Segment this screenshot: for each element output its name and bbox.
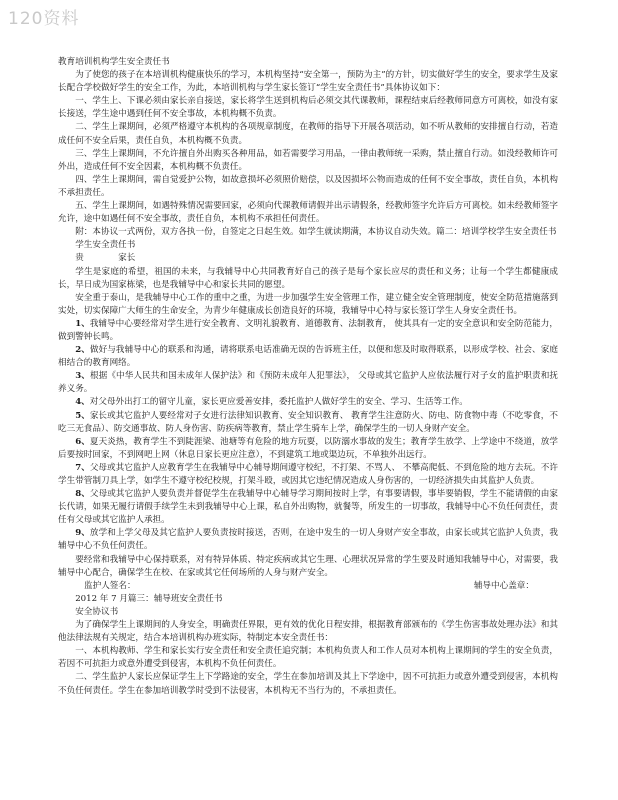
paragraph: 要经常和我辅导中心保持联系，对有特异体质、特定疾病或其它生理、心理状况异常的学生要及时通知我辅导中心，对需要，我辅导中心配合，确保学生在校、在家或其它任何场所的人身与财产安全。 <box>58 554 558 578</box>
paragraph: 二、学生上课期间，必须严格遵守本机构的各项规章制度，在教师的指导下开展各项活动，如不听从教师的安排擅自行动，若造成任何不安全后果，责任自负，本机构概不负责。 <box>58 122 558 146</box>
item-number: 1、 <box>75 318 90 329</box>
paragraph: 为了确保学生上课期间的人身安全，明确责任界限，更有效的优化日程安排，根据教育部颁布的《学生伤害事故处理办法》和其他法律法规有关规定，结合本培训机构办班实际，特制定本安全责任书： <box>58 620 558 644</box>
signature-line <box>58 580 558 593</box>
paragraph: 一、学生上、下课必须由家长亲自接送，家长将学生送到机构后必须交其代课教师，课程结束后经教师同意方可离校，如没有家长接送，学生途中遇到任何不安全事故，本机构概不负责。 <box>58 96 558 120</box>
item-number: 5、 <box>75 410 90 421</box>
agreement-text-part1 <box>58 56 558 580</box>
item-text: 家长或其它监护人要经常对子女进行法律知识教育、安全知识教育、 教育学生注意防火、防电、防食物中毒（不吃零食，不吃三无食品）、防交通事故、防人身伤害、防疾病等教育，禁止学生骑车上学，确保学生的一切人身财产安全。 <box>58 410 558 434</box>
paragraph: 学生是家庭的希望，祖国的未来，与我辅导中心共同教育好自己的孩子是每个家长应尽的责任和义务；让每一个学生都健康成长，早日成为国家栋梁，也是我辅导中心和家长共同的愿望。 <box>58 266 558 290</box>
item-text: 做好与我辅导中心的联系和沟通，请将联系电话准确无误的告诉班主任，以便和您及时取得联系，以形成学校、社会、家庭相结合的教育网络。 <box>58 345 558 369</box>
paragraph <box>58 488 558 527</box>
item-text: 夏天炎热，教育学生不到陡涯梁、池塘等有危险的地方玩耍，以防溺水事故的发生；教育学生放学、上学途中不绕道，放学后要按时回家，不到网吧上网（休息日家长更应注意），不到建筑工地或渠边玩，不单独外出远行。 <box>58 436 558 460</box>
paragraph <box>58 344 558 370</box>
item-number: 7、 <box>75 462 90 473</box>
paragraph <box>58 410 558 436</box>
item-number: 3、 <box>75 371 90 382</box>
item-number: 6、 <box>75 436 90 447</box>
paragraph <box>58 318 558 344</box>
item-number: 4、 <box>75 397 90 408</box>
paragraph: 安全重于泰山，是我辅导中心工作的重中之重，为进一步加强学生安全管理工作，建立健全安全管理制度，使安全防范措施落到实处，切实保障广大师生的生命安全，为青少年健康成长创造良好的环境，我辅导中心特与家长签订学生人身安全责任书。 <box>58 292 558 316</box>
paragraph: 三、学生上课期间，不允许擅自外出购买各种用品，如若需要学习用品，一律由教师统一采购，禁止擅自行动。如没经教师许可外出，造成任何不安全因素，本机构概不负责任。 <box>58 148 558 172</box>
document-body <box>58 56 558 698</box>
paragraph: 学生安全责任书 <box>75 240 136 251</box>
paragraph: 2012 年 7 月篇三：辅导班安全责任书 <box>75 593 223 604</box>
paragraph: 附：本协议一式两份，双方各执一份，自签定之日起生效。如学生就读期满，本协议自动失效。篇二：培训学校学生安全责任书 <box>75 227 557 238</box>
paragraph: 安全协议书 <box>75 606 119 617</box>
paragraph <box>58 436 558 462</box>
paragraph: 二、学生监护人家长应保证学生上下学路途的安全，学生在参加培训及其上下学途中，因不可抗拒力或意外遭受到侵害，本机构不负任何责任。学生在参加培训教学时受到不法侵害，本机构无不当行为的，不承担责任。 <box>58 672 558 696</box>
item-text: 父母或其它监护人应教育学生在我辅导中心辅导期间遵守校纪，不打架、不骂人、 不攀高爬低、不到危险的地方去玩。不许学生带管制刀具上学，如学生不遵守校纪校规，打架斗殴，或因其它违纪情况造成人身伤害的，一切经济损失由其监护人负责。 <box>58 462 558 486</box>
paragraph: 四、学生上课期间，需自觉爱护公物，如故意损坏必须照价赔偿，以及因损坏公物而造成的任何不安全事故，责任自负，本机构不承担责任。 <box>58 174 558 198</box>
paragraph: 贵 家长 <box>75 253 136 264</box>
guardian-signature-label: 监护人签名： <box>84 580 136 591</box>
item-text: 我辅导中心要经常对学生进行安全教育、文明礼貌教育、道德教育、法制教育， 使其具有一定的安全意识和安全防范能力，做到警钟长鸣。 <box>58 318 558 342</box>
paragraph <box>58 462 558 488</box>
paragraph <box>58 370 558 396</box>
item-number: 8、 <box>75 489 90 500</box>
paragraph: 教育培训机构学生安全责任书 <box>58 57 170 67</box>
paragraph <box>58 527 558 553</box>
paragraph <box>58 396 558 409</box>
paragraph: 为了使您的孩子在本培训机构健康快乐的学习，本机构坚持“安全第一，预防为主”的方针，切实做好学生的安全，要求学生及家长配合学校做好学生的安全工作，为此，本培训机构与学生家长签订“学生安全责任书”具体协议如下： <box>58 70 558 94</box>
agreement-text-part2 <box>58 593 558 698</box>
watermark: 120资料 <box>8 9 80 29</box>
item-text: 对父母外出打工的留守儿童，家长更应爱善安排，委托监护人做好学生的安全、学习、生活等工作。 <box>89 397 468 408</box>
paragraph: 五、学生上课期间，如遇特殊情况需要回家，必须向代课教师请假并出示请假条，经教师签字允许后方可离校。如未经教师签字允许，途中如遇任何不安全事故，责任自负，本机构不承担任何责任。 <box>58 201 558 225</box>
item-number: 9、 <box>75 528 90 539</box>
item-text: 父母或其它监护人要负责并督促学生在我辅导中心辅导学习期间按时上学，有事要请假，事毕要销假，学生不能请假的由家长代请，如果无履行请假手续学生未到我辅导中心上课，私自外出购物，就餐等，所发生的一切事故，我辅导中心不负任何责任，责任有父母或其它监护人承担。 <box>58 489 558 526</box>
item-number: 2、 <box>75 345 90 356</box>
center-seal-label: 辅导中心盖章： <box>473 580 534 591</box>
item-text: 放学和上学父母及其它监护人要负责按时接送，否则，在途中发生的一切人身财产安全事故，由家长或其它监护人负责，我辅导中心不负任何责任。 <box>58 528 558 552</box>
paragraph: 一、本机构教师、学生和家长实行安全责任和安全责任追究制；本机构负责人和工作人员对本机构上课期间的学生的安全负责，若因不可抗拒力或意外遭受到侵害，本机构不负任何责任。 <box>58 646 558 670</box>
item-text: 根据《中华人民共和国未成年人保护法》和《预防未成年人犯罪法》， 父母或其它监护人应依法履行对子女的监护职责和抚养义务。 <box>58 371 558 395</box>
